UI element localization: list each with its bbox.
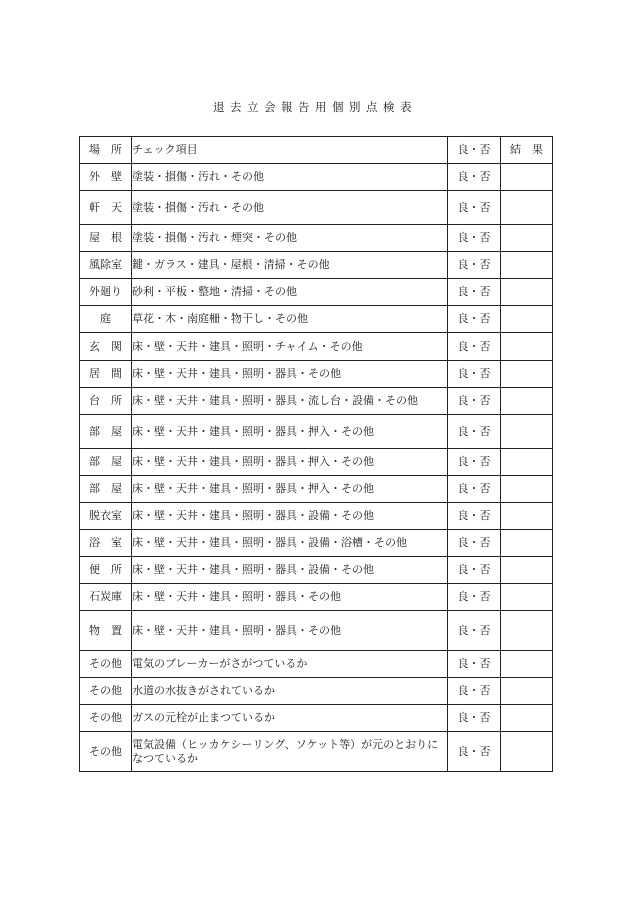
- row-result-cell[interactable]: [501, 651, 553, 678]
- row-place: 居 間: [80, 361, 132, 388]
- header-check-item: チェック項目: [132, 137, 448, 164]
- row-place: 庭: [80, 306, 132, 333]
- header-good-bad: 良・否: [448, 137, 501, 164]
- row-judge[interactable]: 良・否: [448, 279, 501, 306]
- row-check-item: 床・壁・天井・建具・照明・器具・押入・その他: [132, 415, 448, 449]
- row-place: 石炭庫: [80, 584, 132, 611]
- header-place: 場 所: [80, 137, 132, 164]
- row-place: 風除室: [80, 252, 132, 279]
- row-result-cell[interactable]: [501, 705, 553, 732]
- row-judge[interactable]: 良・否: [448, 225, 501, 252]
- table-row: [80, 449, 553, 476]
- table-row: [80, 705, 553, 732]
- row-judge[interactable]: 良・否: [448, 333, 501, 361]
- row-check-item: ガスの元栓が止まつているか: [132, 705, 448, 732]
- row-place: 台 所: [80, 388, 132, 415]
- inspection-table: [79, 136, 553, 772]
- row-judge[interactable]: 良・否: [448, 361, 501, 388]
- table-row: [80, 611, 553, 651]
- table-row: [80, 476, 553, 503]
- document-title: 退去立会報告用個別点検表: [213, 100, 417, 114]
- row-judge[interactable]: 良・否: [448, 191, 501, 225]
- row-result-cell[interactable]: [501, 503, 553, 530]
- row-place: 外廻り: [80, 279, 132, 306]
- row-result-cell[interactable]: [501, 361, 553, 388]
- row-place: その他: [80, 732, 132, 772]
- row-judge[interactable]: 良・否: [448, 306, 501, 333]
- row-check-item: 砂利・平板・整地・清掃・その他: [132, 279, 448, 306]
- row-judge[interactable]: 良・否: [448, 678, 501, 705]
- row-check-item: 床・壁・天井・建具・照明・器具・その他: [132, 611, 448, 651]
- row-result-cell[interactable]: [501, 415, 553, 449]
- table-row: [80, 388, 553, 415]
- row-place: 便 所: [80, 557, 132, 584]
- row-place: その他: [80, 678, 132, 705]
- row-check-item: 床・壁・天井・建具・照明・器具・その他: [132, 361, 448, 388]
- row-result-cell[interactable]: [501, 333, 553, 361]
- row-check-item: 床・壁・天井・建具・照明・器具・押入・その他: [132, 476, 448, 503]
- table-row: [80, 225, 553, 252]
- row-judge[interactable]: 良・否: [448, 651, 501, 678]
- row-result-cell[interactable]: [501, 530, 553, 557]
- row-check-item: 塗装・損傷・汚れ・その他: [132, 164, 448, 191]
- row-place: その他: [80, 651, 132, 678]
- row-judge[interactable]: 良・否: [448, 164, 501, 191]
- table-row: [80, 252, 553, 279]
- row-place: 部 屋: [80, 449, 132, 476]
- table-row: [80, 361, 553, 388]
- row-check-item: 草花・木・南庭柵・物干し・その他: [132, 306, 448, 333]
- row-judge[interactable]: 良・否: [448, 415, 501, 449]
- row-check-item: 水道の水抜きがされているか: [132, 678, 448, 705]
- row-place: 屋 根: [80, 225, 132, 252]
- row-judge[interactable]: 良・否: [448, 503, 501, 530]
- table-row: [80, 530, 553, 557]
- table-row: [80, 415, 553, 449]
- row-judge[interactable]: 良・否: [448, 476, 501, 503]
- row-result-cell[interactable]: [501, 164, 553, 191]
- row-place: 脱衣室: [80, 503, 132, 530]
- row-result-cell[interactable]: [501, 557, 553, 584]
- row-judge[interactable]: 良・否: [448, 705, 501, 732]
- table-row: [80, 557, 553, 584]
- row-result-cell[interactable]: [501, 476, 553, 503]
- table-row: [80, 164, 553, 191]
- table-row: [80, 503, 553, 530]
- row-result-cell[interactable]: [501, 678, 553, 705]
- row-place: 玄 関: [80, 333, 132, 361]
- row-result-cell[interactable]: [501, 191, 553, 225]
- row-check-item: 床・壁・天井・建具・照明・器具・設備・その他: [132, 557, 448, 584]
- row-check-item: 床・壁・天井・建具・照明・器具・押入・その他: [132, 449, 448, 476]
- table-row: [80, 584, 553, 611]
- row-result-cell[interactable]: [501, 449, 553, 476]
- table-row: [80, 279, 553, 306]
- row-check-item: 塗装・損傷・汚れ・その他: [132, 191, 448, 225]
- row-result-cell[interactable]: [501, 584, 553, 611]
- row-judge[interactable]: 良・否: [448, 732, 501, 772]
- row-check-item: 床・壁・天井・建具・照明・器具・設備・浴槽・その他: [132, 530, 448, 557]
- row-place: 軒 天: [80, 191, 132, 225]
- row-check-item: 鍵・ガラス・建具・屋根・清掃・その他: [132, 252, 448, 279]
- table-row: [80, 651, 553, 678]
- row-judge[interactable]: 良・否: [448, 388, 501, 415]
- row-result-cell[interactable]: [501, 306, 553, 333]
- row-result-cell[interactable]: [501, 388, 553, 415]
- row-judge[interactable]: 良・否: [448, 584, 501, 611]
- row-result-cell[interactable]: [501, 252, 553, 279]
- row-check-item: 塗装・損傷・汚れ・煙突・その他: [132, 225, 448, 252]
- row-check-item: 床・壁・天井・建具・照明・チャイム・その他: [132, 333, 448, 361]
- row-judge[interactable]: 良・否: [448, 530, 501, 557]
- row-result-cell[interactable]: [501, 279, 553, 306]
- row-check-item: 床・壁・天井・建具・照明・器具・設備・その他: [132, 503, 448, 530]
- row-place: その他: [80, 705, 132, 732]
- row-judge[interactable]: 良・否: [448, 252, 501, 279]
- row-check-item: 床・壁・天井・建具・照明・器具・流し台・設備・その他: [132, 388, 448, 415]
- table-header-row: [80, 137, 553, 164]
- row-place: 浴 室: [80, 530, 132, 557]
- row-place: 物 置: [80, 611, 132, 651]
- table-row: [80, 191, 553, 225]
- row-result-cell[interactable]: [501, 611, 553, 651]
- row-check-item: 電気のブレーカーがさがつているか: [132, 651, 448, 678]
- table-row: [80, 678, 553, 705]
- row-judge[interactable]: 良・否: [448, 449, 501, 476]
- table-row: [80, 333, 553, 361]
- row-result-cell[interactable]: [501, 732, 553, 772]
- table-row: [80, 732, 553, 772]
- row-place: 外 壁: [80, 164, 132, 191]
- row-judge[interactable]: 良・否: [448, 557, 501, 584]
- row-check-item: 床・壁・天井・建具・照明・器具・その他: [132, 584, 448, 611]
- table-row: [80, 306, 553, 333]
- row-judge[interactable]: 良・否: [448, 611, 501, 651]
- header-result: 結 果: [501, 137, 553, 164]
- row-place: 部 屋: [80, 476, 132, 503]
- row-place: 部 屋: [80, 415, 132, 449]
- row-check-item: 電気設備（ヒッカケシーリング、ソケット等）が元のとおりになつているか: [132, 732, 448, 772]
- row-result-cell[interactable]: [501, 225, 553, 252]
